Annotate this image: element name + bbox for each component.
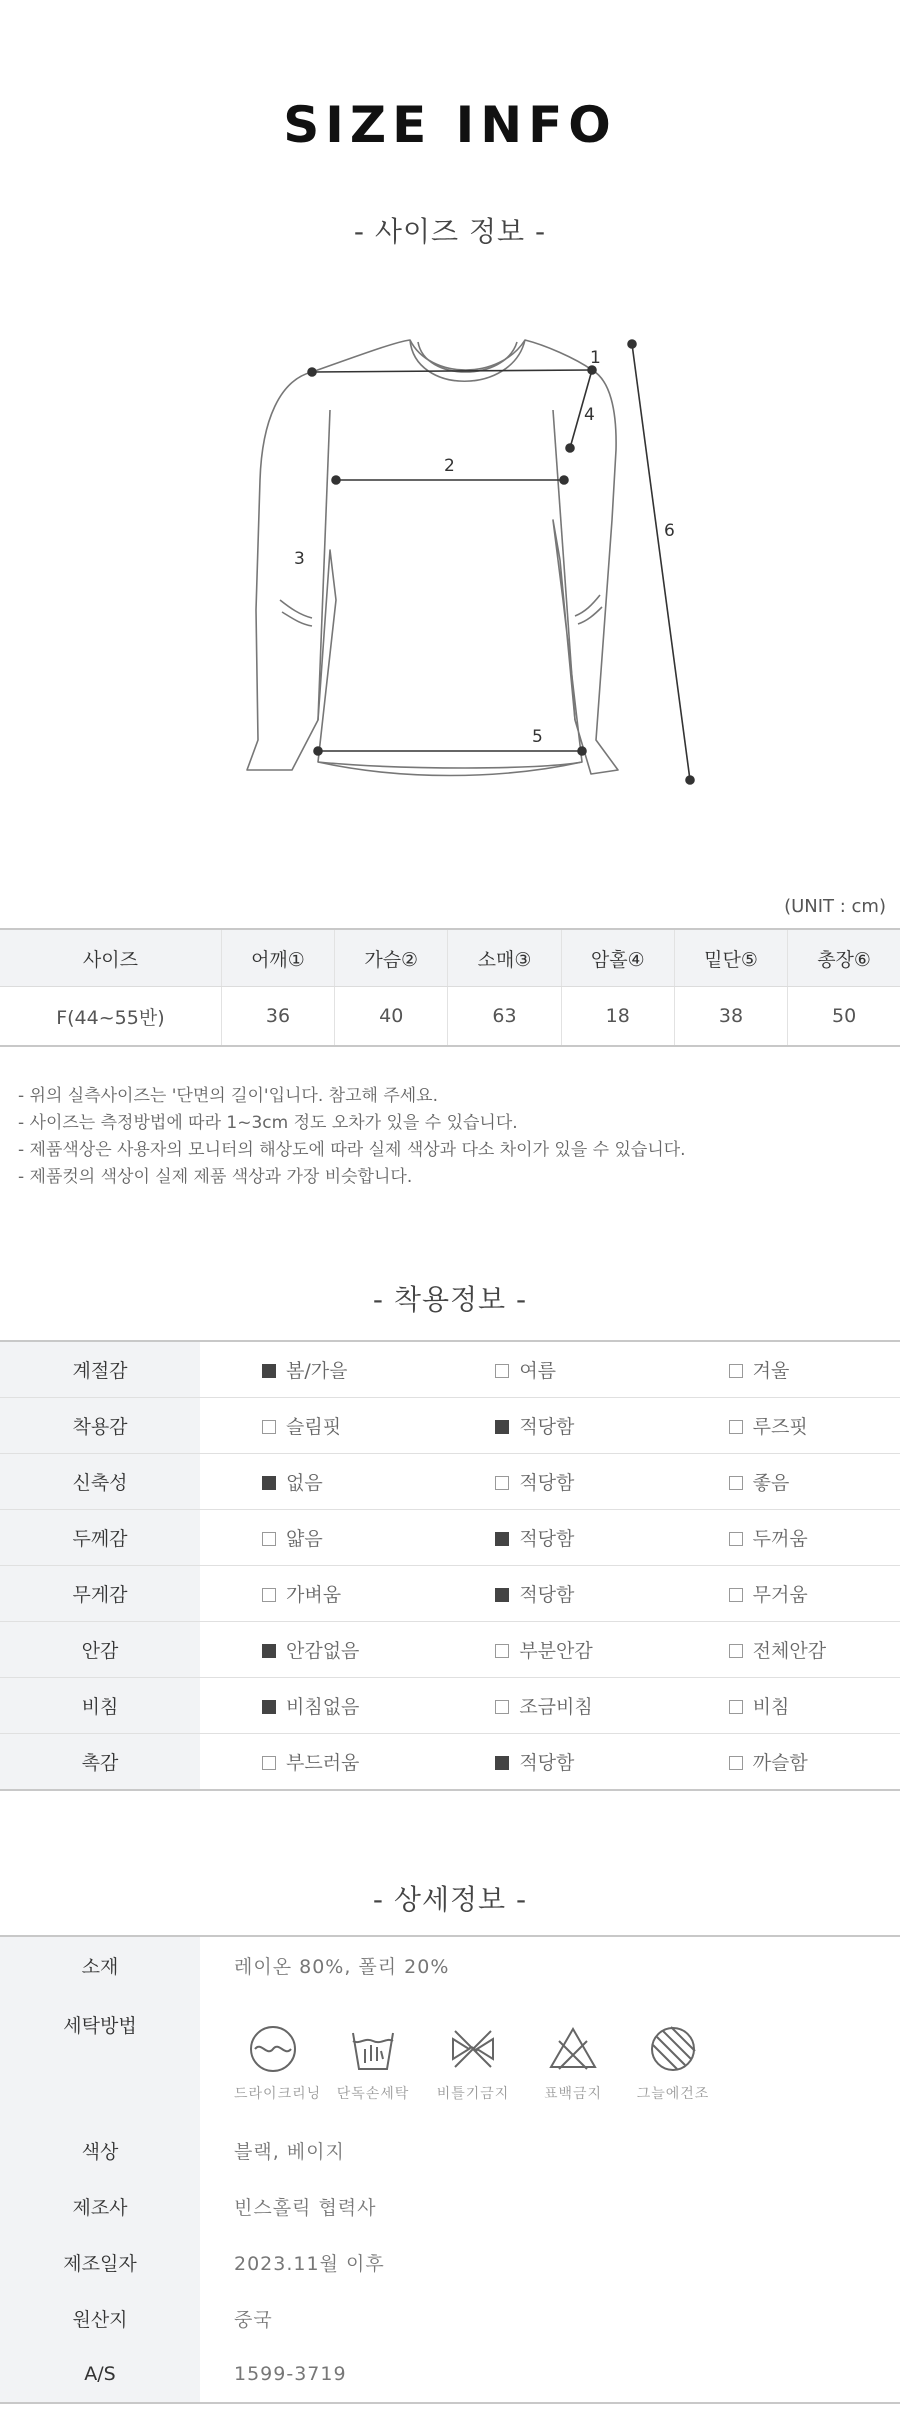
- diagram-label-4: 4: [584, 405, 595, 425]
- fit-option-label: 겨울: [752, 1360, 790, 1382]
- diagram-label-1: 1: [590, 348, 601, 368]
- fit-option: [667, 1341, 900, 1398]
- checked-box-icon: [262, 1476, 276, 1490]
- detail-row: [0, 2234, 900, 2290]
- fit-option: [433, 1341, 666, 1398]
- unchecked-box-icon: [495, 1700, 509, 1714]
- size-cell: 18: [561, 987, 674, 1047]
- fit-heading: - 착용정보 -: [372, 1283, 528, 1316]
- origin-label: 원산지: [0, 2290, 200, 2346]
- fit-option-label: 얇음: [286, 1528, 323, 1550]
- checked-box-icon: [495, 1756, 509, 1770]
- no-bleach-icon: [547, 2023, 599, 2075]
- unchecked-box-icon: [729, 1420, 743, 1434]
- size-cell: 40: [335, 987, 448, 1047]
- date-label: 제조일자: [0, 2234, 200, 2290]
- material-label: 소재: [0, 1936, 200, 1993]
- diagram-label-3: 3: [294, 549, 305, 569]
- unchecked-box-icon: [729, 1644, 743, 1658]
- unchecked-box-icon: [495, 1364, 509, 1378]
- icon-caption: 그늘에건조: [636, 2085, 710, 2102]
- checked-box-icon: [262, 1364, 276, 1378]
- fit-option-label: 봄/가을: [286, 1360, 348, 1382]
- icon-caption: 비틀기금지: [436, 2085, 510, 2102]
- fit-option: [200, 1734, 433, 1791]
- shade-dry-item: [634, 2023, 712, 2103]
- fit-option-label: 적당함: [519, 1416, 575, 1438]
- size-header-cell: 밑단⑤: [674, 929, 787, 987]
- fit-option-label: 까슬함: [752, 1752, 808, 1774]
- checked-box-icon: [495, 1420, 509, 1434]
- size-notes: [18, 1083, 686, 1191]
- date-value: 2023.11월 이후: [234, 2252, 385, 2275]
- unchecked-box-icon: [729, 1588, 743, 1602]
- no-bleach-item: [534, 2023, 612, 2103]
- note-line: - 제품컷의 색상이 실제 제품 색상과 가장 비슷합니다.: [18, 1167, 413, 1187]
- checked-box-icon: [262, 1644, 276, 1658]
- origin-value: 중국: [234, 2308, 273, 2331]
- diagram-label-2: 2: [444, 456, 455, 476]
- fit-label: 착용감: [0, 1398, 200, 1454]
- size-header-cell: 어깨①: [221, 929, 334, 987]
- detail-row: [0, 2178, 900, 2234]
- wash-label: 세탁방법: [0, 1993, 200, 2122]
- detail-row: [0, 1936, 900, 1993]
- as-value: 1599-3719: [200, 2346, 900, 2403]
- fit-option-label: 안감없음: [286, 1640, 360, 1662]
- fit-option: [433, 1734, 666, 1791]
- fit-option: [200, 1678, 433, 1734]
- fit-option-label: 적당함: [519, 1472, 575, 1494]
- fit-option-label: 적당함: [519, 1584, 575, 1606]
- size-header-cell: 사이즈: [0, 929, 221, 987]
- unchecked-box-icon: [729, 1476, 743, 1490]
- diagram-label-5: 5: [532, 727, 543, 747]
- fit-option-label: 비침없음: [286, 1696, 360, 1718]
- fit-row: [0, 1678, 900, 1734]
- fit-option: [667, 1454, 900, 1510]
- detail-table: [0, 1935, 900, 2404]
- size-header-cell: 가슴②: [335, 929, 448, 987]
- as-label: A/S: [0, 2346, 200, 2403]
- garment-diagram: [0, 300, 900, 820]
- fit-table: [0, 1340, 900, 1791]
- hand-wash-icon: [347, 2023, 399, 2075]
- unchecked-box-icon: [262, 1756, 276, 1770]
- fit-label: 안감: [0, 1622, 200, 1678]
- page-title: SIZE INFO: [283, 96, 617, 154]
- note-line: - 사이즈는 측정방법에 따라 1~3cm 정도 오차가 있을 수 있습니다.: [18, 1113, 518, 1133]
- fit-option-label: 무거움: [752, 1584, 808, 1606]
- color-label: 색상: [0, 2122, 200, 2178]
- detail-row: [0, 2290, 900, 2346]
- size-cell: 36: [221, 987, 334, 1047]
- fit-option: [667, 1622, 900, 1678]
- color-value: 블랙, 베이지: [234, 2140, 345, 2163]
- unchecked-box-icon: [495, 1644, 509, 1658]
- no-wring-icon: [447, 2023, 499, 2075]
- fit-option: [433, 1678, 666, 1734]
- no-wring-item: [434, 2023, 512, 2103]
- shade-dry-icon: [647, 2023, 699, 2075]
- checked-box-icon: [495, 1588, 509, 1602]
- detail-row: [0, 2346, 900, 2403]
- unchecked-box-icon: [729, 1756, 743, 1770]
- fit-option: [200, 1622, 433, 1678]
- unchecked-box-icon: [262, 1532, 276, 1546]
- detail-row: [0, 1993, 900, 2122]
- material-value: 레이온 80%, 폴리 20%: [200, 1936, 900, 1993]
- fit-row: [0, 1398, 900, 1454]
- size-table: [0, 928, 900, 1047]
- fit-label: 계절감: [0, 1341, 200, 1398]
- fit-option-label: 가벼움: [286, 1584, 342, 1606]
- size-header-cell: 소매③: [448, 929, 561, 987]
- maker-label: 제조사: [0, 2178, 200, 2234]
- fit-label: 비침: [0, 1678, 200, 1734]
- fit-option: [200, 1398, 433, 1454]
- fit-option-label: 좋음: [752, 1472, 790, 1494]
- fit-row: [0, 1734, 900, 1791]
- table-row: [0, 987, 900, 1047]
- size-header-cell: 총장⑥: [788, 929, 900, 987]
- fit-option-label: 여름: [519, 1360, 557, 1382]
- fit-option: [200, 1454, 433, 1510]
- fit-option: [200, 1510, 433, 1566]
- checked-box-icon: [262, 1700, 276, 1714]
- unchecked-box-icon: [262, 1588, 276, 1602]
- fit-option: [200, 1341, 433, 1398]
- fit-option: [200, 1566, 433, 1622]
- unchecked-box-icon: [262, 1420, 276, 1434]
- fit-label: 두께감: [0, 1510, 200, 1566]
- fit-option: [667, 1734, 900, 1791]
- icon-caption: 드라이크리닝: [234, 2085, 322, 2102]
- checked-box-icon: [495, 1532, 509, 1546]
- fit-option: [433, 1454, 666, 1510]
- fit-option-label: 부드러움: [286, 1752, 360, 1774]
- fit-option: [667, 1678, 900, 1734]
- note-line: - 제품색상은 사용자의 모니터의 해상도에 따라 실제 색상과 다소 차이가 있을 수 있습니다.: [18, 1140, 686, 1160]
- fit-option: [433, 1510, 666, 1566]
- size-table-header: [0, 929, 900, 987]
- hand-wash-item: [334, 2023, 412, 2103]
- fit-label: 촉감: [0, 1734, 200, 1791]
- diagram-label-6: 6: [664, 521, 675, 541]
- size-cell: F(44~55반): [0, 987, 221, 1047]
- fit-option-label: 비침: [752, 1696, 790, 1718]
- fit-label: 신축성: [0, 1454, 200, 1510]
- fit-option-label: 슬림핏: [286, 1416, 342, 1438]
- unchecked-box-icon: [729, 1532, 743, 1546]
- unchecked-box-icon: [729, 1364, 743, 1378]
- fit-option-label: 부분안감: [519, 1640, 593, 1662]
- fit-option-label: 적당함: [519, 1752, 575, 1774]
- fit-row: [0, 1510, 900, 1566]
- fit-option-label: 적당함: [519, 1528, 575, 1550]
- fit-row: [0, 1622, 900, 1678]
- fit-option: [433, 1566, 666, 1622]
- fit-option-label: 전체안감: [752, 1640, 827, 1662]
- fit-option: [433, 1398, 666, 1454]
- note-line: - 위의 실측사이즈는 '단면의 길이'입니다. 참고해 주세요.: [18, 1086, 438, 1106]
- detail-heading: - 상세정보 -: [372, 1883, 528, 1916]
- size-header-cell: 암홀④: [561, 929, 674, 987]
- fit-row: [0, 1341, 900, 1398]
- size-cell: 38: [674, 987, 787, 1047]
- fit-option: [433, 1622, 666, 1678]
- size-cell: 50: [788, 987, 900, 1047]
- size-heading: - 사이즈 정보 -: [353, 215, 547, 248]
- size-cell: 63: [448, 987, 561, 1047]
- detail-row: [0, 2122, 900, 2178]
- fit-option: [667, 1566, 900, 1622]
- dry-clean-item: [234, 2023, 322, 2103]
- fit-row: [0, 1566, 900, 1622]
- unchecked-box-icon: [495, 1476, 509, 1490]
- icon-caption: 표백금지: [543, 2085, 603, 2102]
- fit-option-label: 두꺼움: [752, 1528, 808, 1550]
- unchecked-box-icon: [729, 1700, 743, 1714]
- fit-option-label: 없음: [286, 1472, 323, 1494]
- fit-option-label: 루즈핏: [752, 1416, 808, 1438]
- maker-value: 빈스홀릭 협력사: [234, 2196, 377, 2219]
- fit-option-label: 조금비침: [519, 1696, 593, 1718]
- unit-label: (UNIT : cm): [784, 896, 886, 917]
- fit-option: [667, 1398, 900, 1454]
- fit-option: [667, 1510, 900, 1566]
- wash-icons: [200, 1993, 900, 2122]
- icon-caption: 단독손세탁: [336, 2085, 410, 2102]
- fit-row: [0, 1454, 900, 1510]
- dry-clean-icon: [247, 2023, 299, 2075]
- fit-label: 무게감: [0, 1566, 200, 1622]
